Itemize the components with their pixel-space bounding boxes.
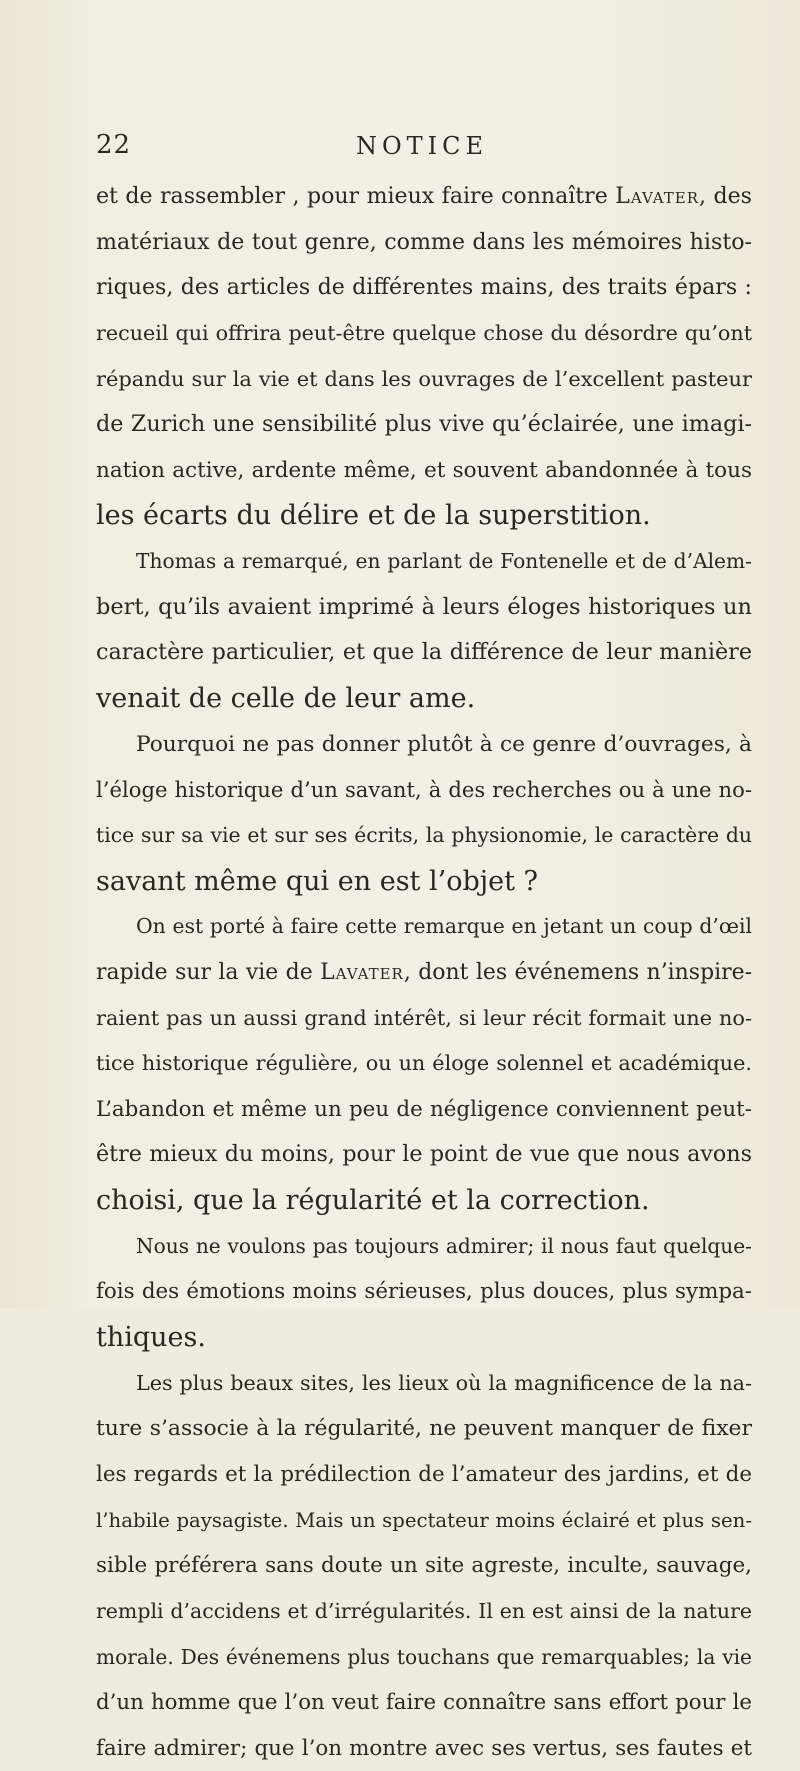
text-line: On est porté à faire cette remarque en jetant un coup d’œil <box>136 914 752 939</box>
text-line: de Zurich une sensibilité plus vive qu’éclairée, une imagi- <box>96 411 752 438</box>
text-line: l’habile paysagiste. Mais un spectateur moins éclairé et plus sen- <box>96 1508 752 1532</box>
text-line: tice historique régulière, ou un éloge solennel et académique. <box>96 1051 752 1076</box>
text-line: faire admirer; que l’on montre avec ses vertus, ses fautes et <box>96 1735 752 1761</box>
text-line: les écarts du délire et de la superstition. <box>96 500 651 532</box>
text-line: matériaux de tout genre, comme dans les mémoires histo- <box>96 228 752 255</box>
text-line: bert, qu’ils avaient imprimé à leurs éloges historiques un <box>96 593 752 620</box>
text-line: les regards et la prédilection de l’amateur des jardins, et de <box>96 1461 752 1487</box>
text-line: Pourquoi ne pas donner plutôt à ce genre d’ouvrages, à <box>136 731 752 757</box>
text-line: Les plus beaux sites, les lieux où la magnificence de la na- <box>136 1370 752 1395</box>
text-line: recueil qui offrira peut-être quelque chose du désordre qu’ont <box>96 320 752 345</box>
text-line: Thomas a remarqué, en parlant de Fontenelle et de d’Alem- <box>136 549 752 574</box>
body-text <box>96 174 752 1771</box>
text-line: L’abandon et même un peu de négligence conviennent peut- <box>96 1096 752 1122</box>
text-line: nation active, ardente même, et souvent abandonnée à tous <box>96 457 752 483</box>
text-line: savant même qui en est l’objet ? <box>96 865 538 897</box>
text-line: caractère particulier, et que la différence de leur manière <box>96 639 752 666</box>
text-line: choisi, que la régularité et la correction. <box>96 1185 650 1217</box>
text-line: venait de celle de leur ame. <box>96 683 476 715</box>
text-line: et de rassembler , pour mieux faire connaître Lavater, des <box>96 184 752 209</box>
text-line: raient pas un aussi grand intérêt, si leur récit formait une no- <box>96 1005 752 1030</box>
text-line: thiques. <box>96 1322 206 1354</box>
text-line: rempli d’accidens et d’irrégularités. Il en est ainsi de la nature <box>96 1598 752 1623</box>
text-line: riques, des articles de différentes mains, des traits épars : <box>96 275 752 301</box>
text-line: ture s’associe à la régularité, ne peuvent manquer de fixer <box>96 1416 752 1442</box>
text-line: Nous ne voulons pas toujours admirer; il nous faut quelque- <box>136 1233 752 1258</box>
text-line: répandu sur la vie et dans les ouvrages de l’excellent pasteur <box>96 366 752 391</box>
running-title: NOTICE <box>356 132 489 160</box>
text-line: rapide sur la vie de Lavater, dont les événemens n’inspire- <box>96 959 753 985</box>
author-name: Lavater <box>615 184 700 209</box>
text-line: sible préférera sans doute un site agreste, inculte, sauvage, <box>96 1553 752 1579</box>
text-line: morale. Des événemens plus touchans que remarquables; la vie <box>96 1644 752 1669</box>
page-header <box>0 128 800 164</box>
text-line: tice sur sa vie et sur ses écrits, la physionomie, le caractère du <box>96 822 752 847</box>
text-line: d’un homme que l’on veut faire connaître sans effort pour le <box>96 1690 752 1716</box>
page-number: 22 <box>96 130 132 160</box>
text-line: l’éloge historique d’un savant, à des recherches ou à une no- <box>96 777 752 803</box>
text-line: fois des émotions moins sérieuses, plus douces, plus sympa- <box>96 1279 752 1305</box>
text-line: être mieux du moins, pour le point de vue que nous avons <box>96 1141 752 1168</box>
author-name: Lavater <box>320 959 404 985</box>
